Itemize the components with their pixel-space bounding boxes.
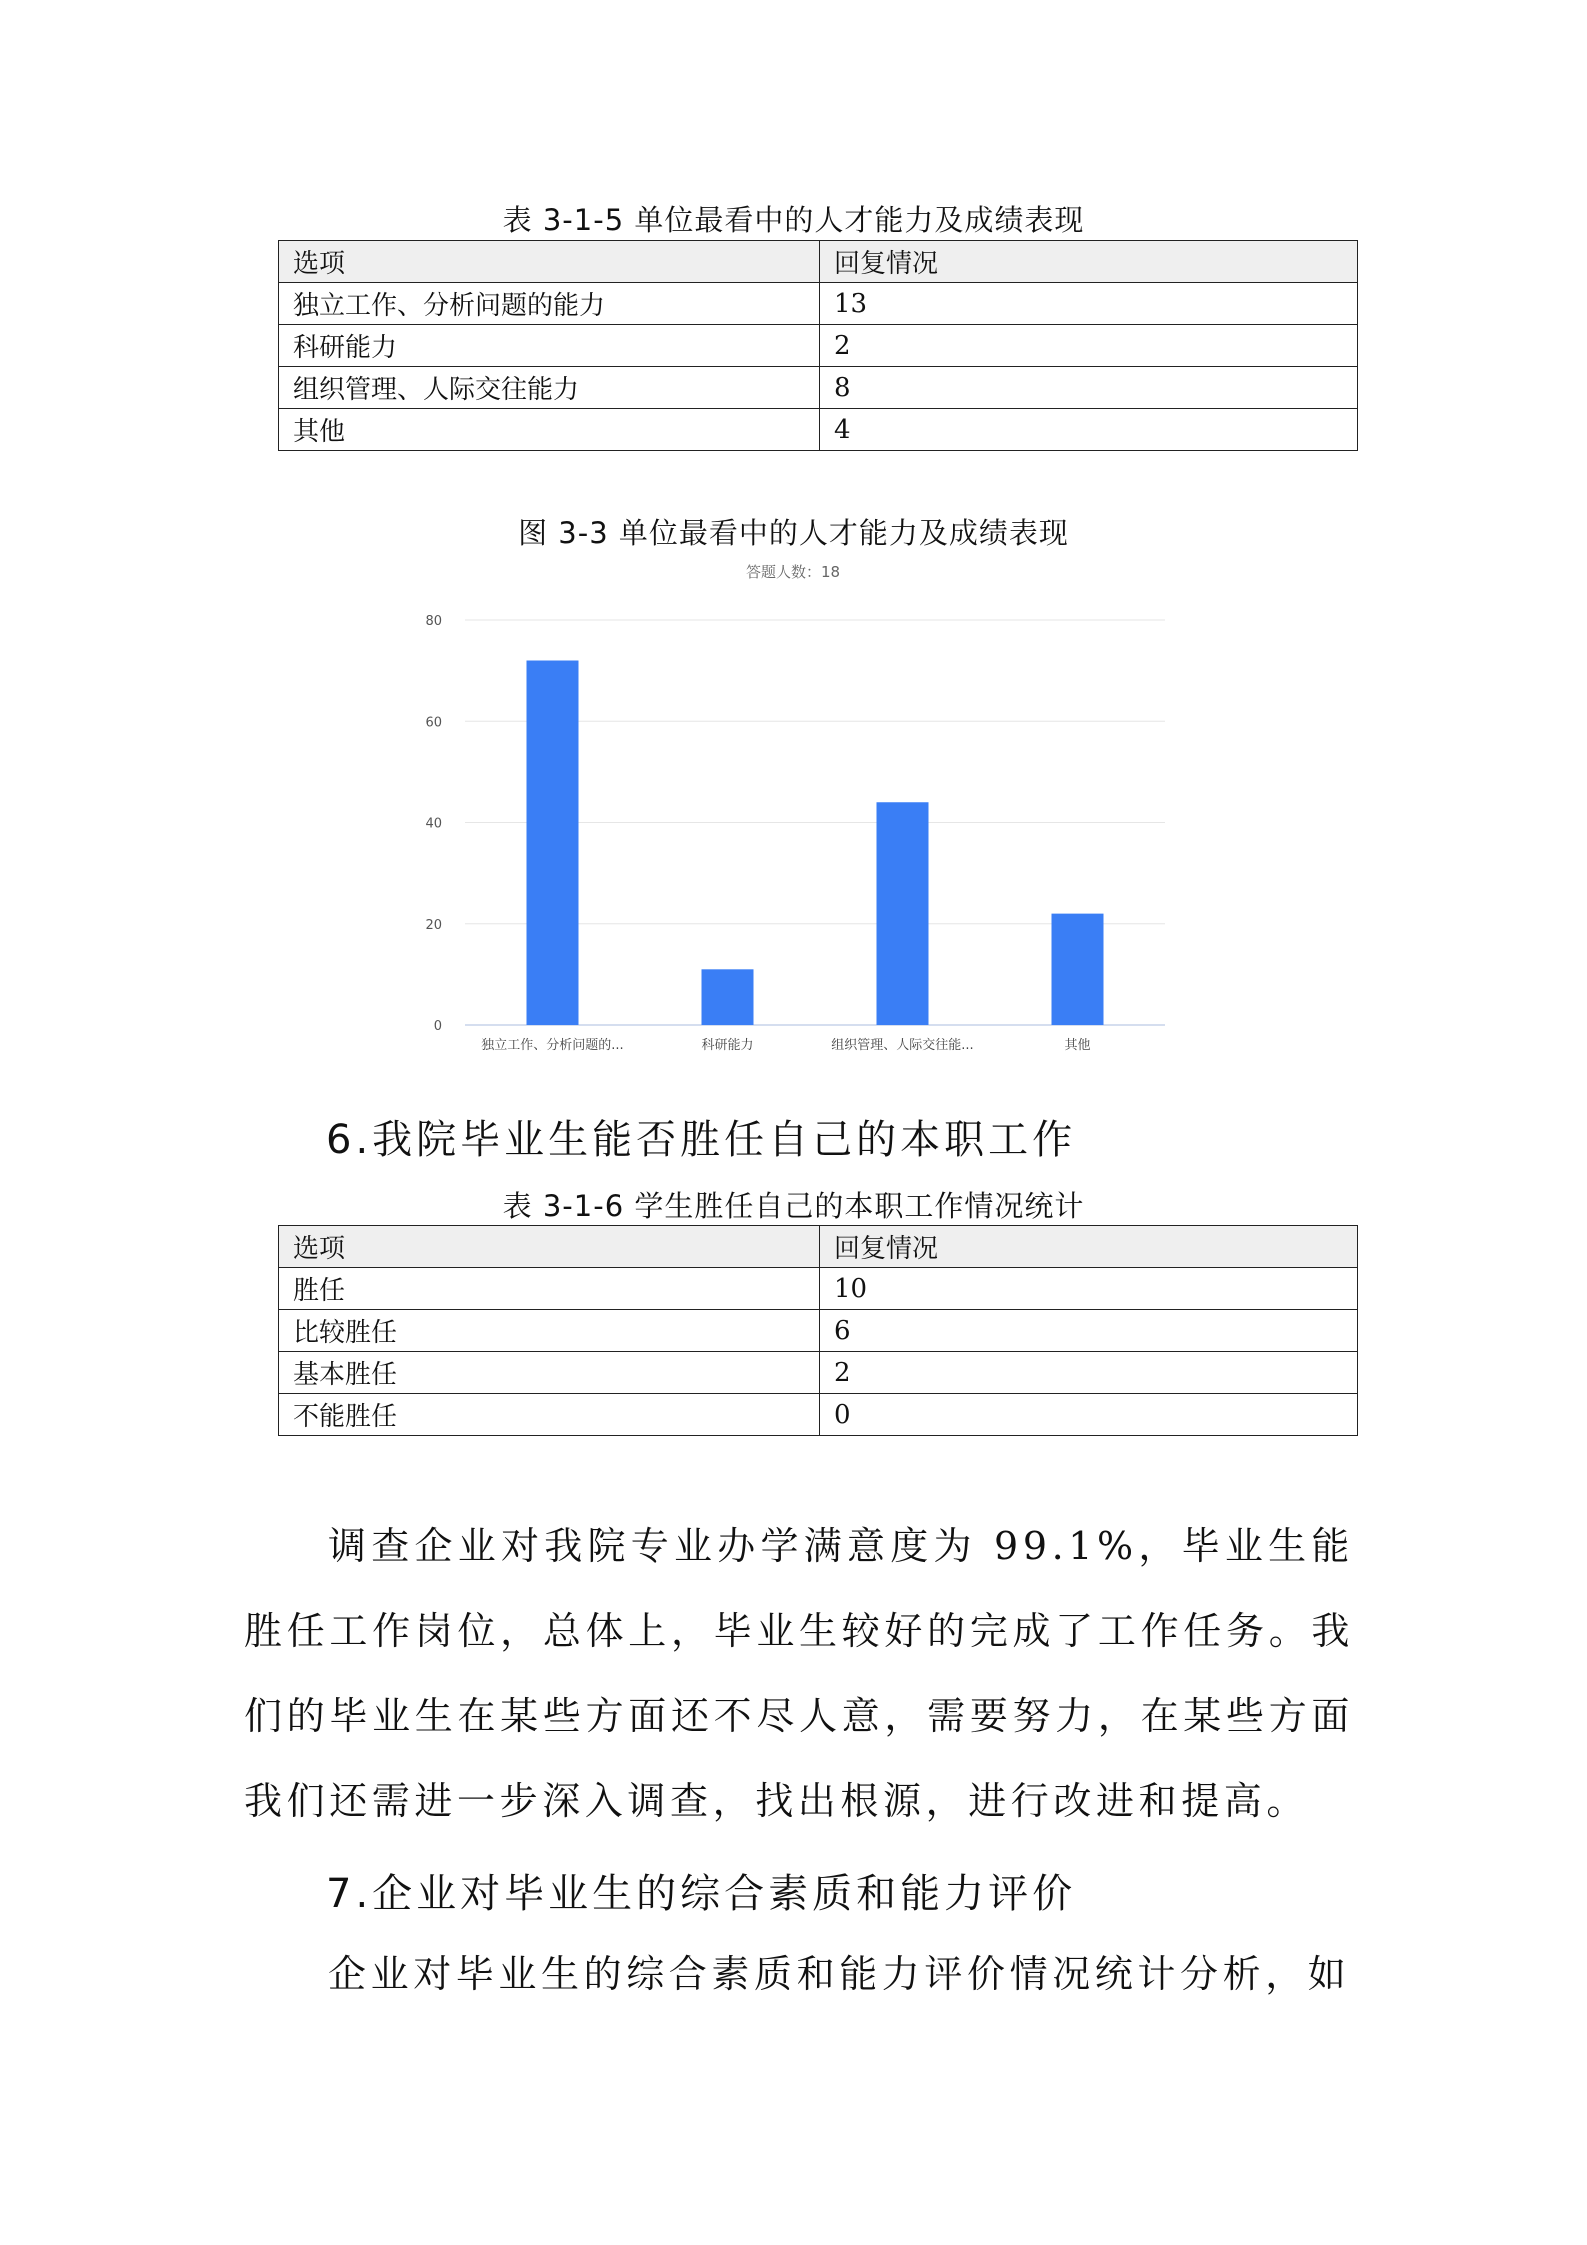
bar (527, 661, 579, 1026)
table-cell-count: 2 (820, 325, 1358, 367)
table1 (278, 240, 1358, 451)
table-cell-option: 基本胜任 (279, 1352, 820, 1394)
chart-title: 答题人数：18 (745, 563, 841, 581)
x-tick-label: 独立工作、分析问题的... (481, 1038, 624, 1053)
table-header-row (279, 1226, 1358, 1268)
y-tick-label: 60 (425, 715, 442, 731)
table2-caption: 表 3-1-6 学生胜任自己的本职工作情况统计 (502, 1189, 1085, 1223)
table-header-cell: 选项 (279, 241, 820, 283)
table-header-cell: 回复情况 (820, 1226, 1358, 1268)
x-tick-label: 组织管理、人际交往能... (831, 1038, 974, 1053)
table-cell-count: 6 (820, 1310, 1358, 1352)
y-tick-label: 40 (425, 816, 442, 832)
body-paragraph: 调查企业对我院专业办学满意度为 99.1%，毕业生能胜任工作岗位，总体上，毕业生较好的完成了工作任务。我们的毕业生在某些方面还不尽人意，需要努力，在某些方面我们还需进一步深入调查，找出根源，进行改进和提高。 (244, 1524, 1354, 1823)
table-row (279, 283, 1358, 325)
table-cell-count: 0 (820, 1394, 1358, 1436)
chart-x-axis (481, 1037, 1090, 1053)
bar (702, 969, 754, 1025)
table-row (279, 1394, 1358, 1436)
table-header-cell: 选项 (279, 1226, 820, 1268)
table-cell-option: 其他 (279, 409, 820, 451)
table-header-cell: 回复情况 (820, 241, 1358, 283)
table-cell-option: 比较胜任 (279, 1310, 820, 1352)
table-row (279, 325, 1358, 367)
figure-caption: 图 3-3 单位最看中的人才能力及成绩表现 (518, 516, 1069, 550)
table-row (279, 367, 1358, 409)
table-cell-option: 不能胜任 (279, 1394, 820, 1436)
table-cell-option: 组织管理、人际交往能力 (279, 367, 820, 409)
bar-chart (400, 555, 1200, 1065)
section-heading-6: 6.我院毕业生能否胜任自己的本职工作 (326, 1117, 1077, 1163)
table-cell-option: 胜任 (279, 1268, 820, 1310)
table2 (278, 1225, 1358, 1436)
section-heading-7: 7.企业对毕业生的综合素质和能力评价 (326, 1871, 1077, 1917)
table-cell-count: 2 (820, 1352, 1358, 1394)
table-row (279, 409, 1358, 451)
x-tick-label: 其他 (1064, 1038, 1091, 1053)
table-row (279, 1310, 1358, 1352)
table-cell-count: 10 (820, 1268, 1358, 1310)
table1-caption: 表 3-1-5 单位最看中的人才能力及成绩表现 (502, 203, 1085, 237)
table-cell-count: 13 (820, 283, 1358, 325)
table-cell-option: 科研能力 (279, 325, 820, 367)
chart-y-axis (425, 614, 442, 1034)
x-tick-label: 科研能力 (701, 1038, 754, 1053)
y-tick-label: 20 (425, 917, 442, 933)
y-tick-label: 0 (433, 1019, 442, 1034)
table-row (279, 1352, 1358, 1394)
chart-bars (527, 661, 1104, 1026)
bar (1052, 914, 1104, 1025)
table-cell-count: 8 (820, 367, 1358, 409)
body-paragraph-continued: 企业对毕业生的综合素质和能力评价情况统计分析，如 (328, 1952, 1351, 1996)
table-row (279, 1268, 1358, 1310)
table-header-row (279, 241, 1358, 283)
table-cell-option: 独立工作、分析问题的能力 (279, 283, 820, 325)
table-cell-count: 4 (820, 409, 1358, 451)
y-tick-label: 80 (425, 614, 442, 629)
bar (877, 802, 929, 1025)
